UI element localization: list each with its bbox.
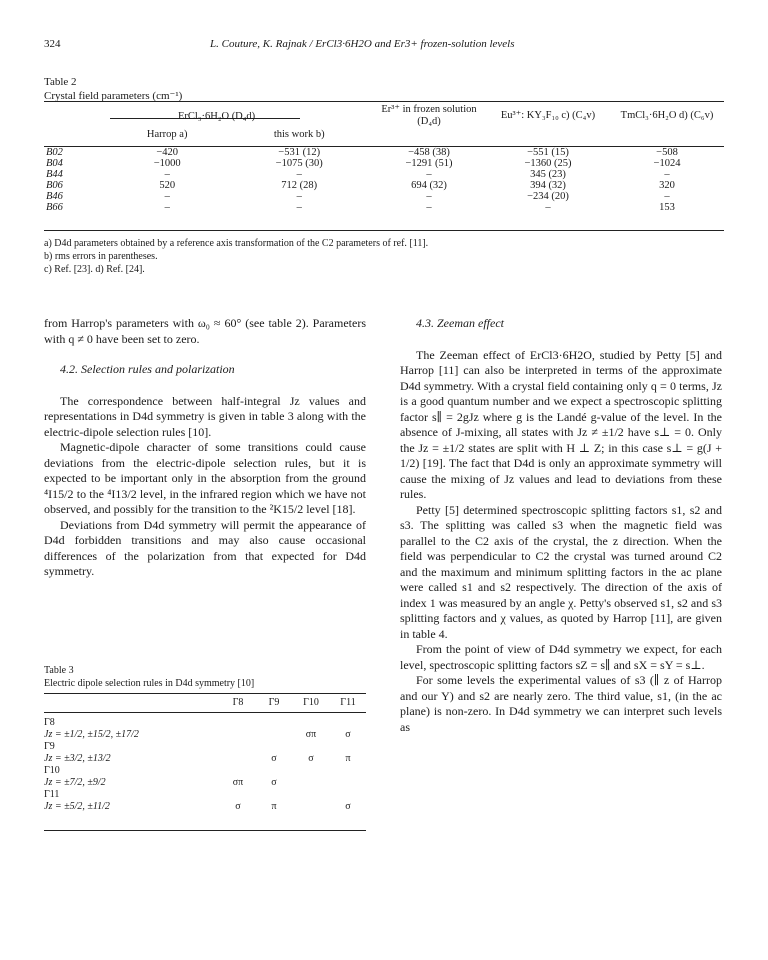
t3-cell: σπ	[305, 729, 317, 740]
table-row	[44, 191, 724, 202]
t3-cell	[292, 777, 330, 789]
paragraph: For some levels the experimental values of s3 (∥ z of Harrop and our Y) and s2 are nearly zero. The third value, s1, (in the ac plane) is non-zero. In D4d symmetry we can interpret such levels as	[400, 673, 722, 734]
table-row	[44, 729, 366, 741]
t2-cell: –	[545, 202, 551, 213]
t2-cell: –	[296, 191, 302, 202]
t2-cell: −420	[156, 147, 179, 158]
table3-top-rule	[44, 693, 366, 694]
t3-rep: Γ8	[44, 717, 55, 728]
t2-cell: −508	[656, 147, 678, 158]
table-row	[44, 753, 366, 765]
t2-cell: 320	[659, 180, 675, 191]
section-heading-4-2: 4.2. Selection rules and polarization	[60, 362, 235, 376]
table-row	[44, 158, 724, 169]
t2-cell: 520	[159, 180, 176, 191]
paragraph: Petty [5] determined spectroscopic splitting factors s1, s2 and s3. The splitting was called s3 when the magnetic field was parallel to the C2 axis of the crystal, the z direction. When the field was perpendicular to C2 the crystal was turned around C2 and the maximum and minimum splitting factors in the ac plane were called s1 and s2 respectively. The direction of the axis of index 1 was measured by an angle χ. Petty's observed s1, s2 and s3 splitting factors and χ values, as quoted by Harrop [11], are given in table 4.	[400, 502, 722, 641]
t2-cell: 694 (32)	[411, 180, 447, 191]
right-column	[400, 316, 722, 735]
running-title: L. Couture, K. Rajnak / ErCl3·6H2O and Er3+ frozen-solution levels	[210, 38, 515, 50]
t2-cell: –	[426, 202, 432, 213]
table-row	[44, 202, 724, 213]
t3-cell	[220, 729, 256, 741]
t2-param: B46	[46, 191, 63, 202]
t3-cell	[292, 801, 330, 813]
t3-cell: π	[271, 801, 277, 812]
table3-caption	[44, 664, 254, 690]
t3-cell: σπ	[232, 777, 244, 788]
t2-subheader-thiswork: this work b)	[273, 129, 325, 140]
table2-note-cd: c) Ref. [23]. d) Ref. [24].	[44, 264, 145, 275]
table2-notes	[44, 237, 428, 276]
table2-note-a: a) D4d parameters obtained by a reference axis transformation of the C2 parameters of ref. [11].	[44, 238, 429, 249]
t2-cell: –	[164, 202, 170, 213]
table2	[44, 104, 724, 213]
t2-subheader-harrop: Harrop a)	[146, 129, 188, 140]
t2-cell: –	[426, 191, 432, 202]
table-row	[44, 180, 724, 191]
table-row	[44, 169, 724, 180]
t2-cell: –	[164, 169, 170, 180]
t3-col-header: Γ9	[268, 697, 280, 708]
t2-cell: 394 (32)	[530, 180, 566, 191]
table3-title: Electric dipole selection rules in D4d symmetry [10]	[44, 678, 255, 689]
left-column	[44, 316, 366, 580]
table-row	[44, 147, 724, 158]
t2-param: B66	[46, 202, 63, 213]
t3-cell: σ	[271, 777, 277, 788]
paragraph: The correspondence between half-integral Jz values and representations in D4d symmetry is given in table 3 along with the electric-dipole selection rules [10].	[44, 393, 366, 439]
t3-col-header: Γ8	[232, 697, 244, 708]
t2-cell: –	[664, 191, 670, 202]
t3-rep: Γ11	[44, 789, 60, 800]
t2-cell: –	[296, 202, 302, 213]
table3	[44, 697, 366, 813]
t3-cell: σ	[235, 801, 241, 812]
t3-col-header: Γ10	[303, 697, 319, 708]
t2-param: B02	[46, 147, 63, 158]
t2-header-tm: TmCl₃·6H₂O d) (C₆v)	[620, 110, 714, 121]
t3-jz: Jz = ±5/2, ±11/2	[44, 801, 110, 812]
table3-label: Table 3	[44, 665, 74, 676]
table2-title: Crystal field parameters (cm⁻¹)	[44, 90, 183, 102]
table2-label: Table 2	[44, 76, 77, 88]
t3-cell: σ	[308, 753, 314, 764]
t2-param: B04	[46, 158, 63, 169]
t2-cell: −458 (38)	[408, 147, 450, 158]
t2-cell: 345 (23)	[530, 169, 566, 180]
t2-cell: −1024	[653, 158, 681, 169]
t2-cell: −531 (12)	[278, 147, 321, 158]
t2-cell: −1075 (30)	[275, 158, 323, 169]
t3-col-header: Γ11	[340, 697, 356, 708]
t2-cell: −551 (15)	[527, 147, 569, 158]
t2-cell: 712 (28)	[281, 180, 318, 191]
table2-bottom-rule	[44, 230, 724, 231]
t3-cell	[330, 777, 366, 789]
t2-cell: −234 (20)	[527, 191, 569, 202]
t3-cell: σ	[345, 729, 351, 740]
paragraph: from Harrop's parameters with ω₀ ≈ 60° (see table 2). Parameters with q ≠ 0 have been set to zero.	[44, 316, 366, 346]
t2-cell: −1000	[153, 158, 181, 169]
table-row	[44, 801, 366, 813]
t3-cell: π	[345, 753, 351, 764]
t2-cell: –	[164, 191, 170, 202]
t2-header-frozen: Er³⁺ in frozen solution (D₄d)	[381, 104, 477, 127]
paragraph: From the point of view of D4d symmetry we expect, for each level, spectroscopic splitting factors sZ = s∥ and sX = sY = s⊥.	[400, 642, 722, 672]
t3-rep: Γ9	[44, 741, 55, 752]
t2-cell: 153	[659, 202, 675, 213]
t3-cell: σ	[271, 753, 277, 764]
t2-cell: –	[296, 169, 302, 180]
t2-header-ercl3: ErCl₃·6H₂O (D₄d)	[178, 110, 256, 122]
t3-cell	[256, 729, 292, 741]
t2-param: B44	[46, 169, 63, 180]
table2-note-b: b) rms errors in parentheses.	[44, 251, 158, 262]
page-number: 324	[44, 38, 61, 50]
paragraph: Magnetic-dipole character of some transitions could cause deviations from the electric-dipole selection rules, but it is expected to be important only in the absorption from the ground ⁴I15/2 to the ⁴I13/2 level, in the infrared region which we have not observed, and possibly for the transition to the ²K15/2 level [18].	[44, 440, 366, 516]
t2-cell: –	[426, 169, 432, 180]
t3-rep: Γ10	[44, 765, 60, 776]
t2-cell: −1291 (51)	[405, 158, 453, 169]
section-heading-4-3: 4.3. Zeeman effect	[416, 316, 504, 330]
t3-jz: Jz = ±7/2, ±9/2	[44, 777, 106, 788]
t3-cell	[220, 753, 256, 765]
t2-param: B06	[46, 180, 63, 191]
t3-jz: Jz = ±1/2, ±15/2, ±17/2	[44, 729, 139, 740]
paragraph: Deviations from D4d symmetry will permit the appearance of D4d forbidden transitions and may also cause occasional differences of the polarization from that expected for D4d symmetry.	[44, 517, 366, 578]
t2-cell: −1360 (25)	[524, 158, 572, 169]
table3-bottom-rule	[44, 830, 366, 831]
t3-jz: Jz = ±3/2, ±13/2	[44, 753, 111, 764]
t2-cell: –	[664, 169, 670, 180]
paragraph: The Zeeman effect of ErCl3·6H2O, studied by Petty [5] and Harrop [11] can also be interpreted in terms of the approximate D4d symmetry. With a crystal field containing only q = 0 terms, Jz is a good quantum number and we expect a spectroscopic splitting factor s∥ = 2gJz where g is the Landé g-value of the level. In the absence of J-mixing, all states with Jz ≠ ±1/2 have s⊥ = 0. Only the Jz = ±1/2 states are split with H ⊥ Z; in this case s⊥ = g(J + 1/2) [19]. The fact that D4d is only an approximate symmetry will cause the mixing of Jz values and lead to deviations from these rules.	[400, 347, 722, 501]
table2-top-rule	[44, 101, 724, 102]
t2-header-eu: Eu³⁺: KY₃F₁₀ c) (C₄v)	[500, 110, 596, 121]
t3-cell: σ	[345, 801, 351, 812]
table-row	[44, 777, 366, 789]
table2-caption	[44, 75, 182, 103]
